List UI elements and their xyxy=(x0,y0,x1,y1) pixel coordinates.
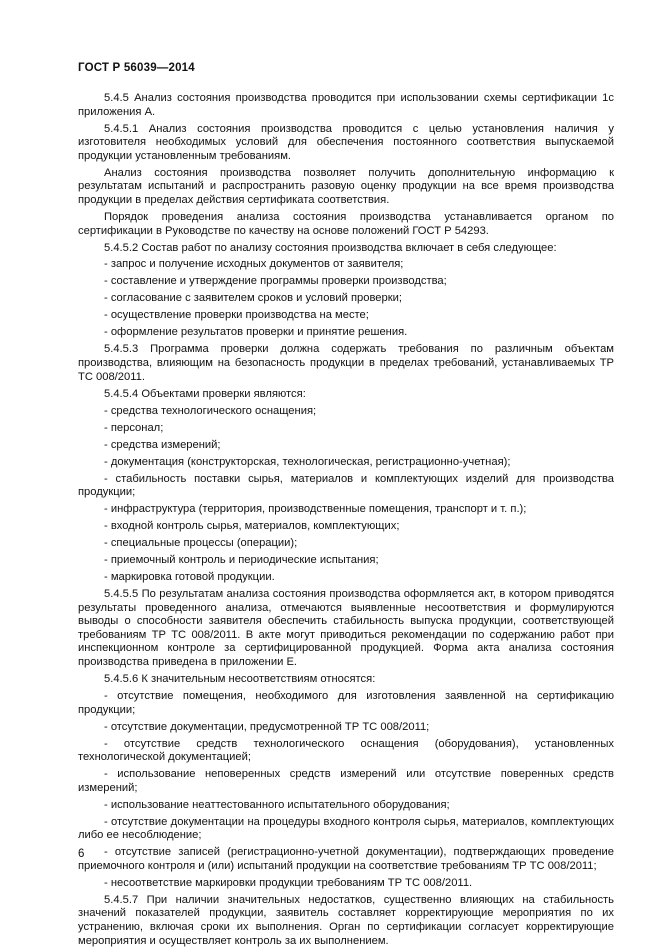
document-header: ГОСТ Р 56039—2014 xyxy=(78,62,195,74)
list-item: - использование неаттестованного испытательного оборудования; xyxy=(104,798,450,811)
list-item: - согласование с заявителем сроков и условий проверки; xyxy=(104,292,402,305)
list-item: - маркировка готовой продукции. xyxy=(104,571,275,584)
list-item: - оформление результатов проверки и принятие решения. xyxy=(104,326,408,339)
list-item: - отсутствие записей (регистрационно-учетной документации), подтверждающих проведение приемочного контроля и (или) испытаний продукции на соответствие требованиям ТР ТС 008/2011; xyxy=(78,846,614,872)
list-item: - средства технологического оснащения; xyxy=(104,404,317,417)
list-item: - инфраструктура (территория, производственные помещения, транспорт и т. п.); xyxy=(104,503,527,516)
paragraph: 5.4.5.2 Состав работ по анализу состояния производства включает в себя следующее: xyxy=(104,241,557,254)
paragraph: 5.4.5.7 При наличии значительных недостатков, существенно влияющих на стабильность значений показателей продукции, заявитель составляет корректирующие мероприятия по их устранению, включая сроки их выполнения. Орган по сертификации согласует корректирующие мероприятия и осуществляет контроль за их выполнением. xyxy=(78,893,614,947)
list-item: - использование неповеренных средств измерений или отсутствие поверенных средств измерений; xyxy=(78,768,614,794)
list-item: - запрос и получение исходных документов от заявителя; xyxy=(104,258,404,271)
list-item: - приемочный контроль и периодические испытания; xyxy=(104,554,379,567)
list-item: - отсутствие средств технологического оснащения (оборудования), установленных технологической документацией; xyxy=(78,737,614,764)
paragraph: 5.4.5.6 К значительным несоответствиям относятся: xyxy=(104,672,376,685)
paragraph: 5.4.5 Анализ состояния производства проводится при использовании схемы сертификации 1с приложения А. xyxy=(78,92,614,118)
paragraph: 5.4.5.5 По результатам анализа состояния производства оформляется акт, в котором приводятся результаты проведенного анализа, отмечаются выявленные несоответствия и формулируются выводы о способности заявителя обеспечить стабильность выпуска продукции, соответствующей требованиям ТР ТС 008/2011. В акте могут приводиться рекомендации по содержанию работ при инспекционном контроле за сертифицированной продукцией. Форма акта анализа состояния производства приведена в приложении Е. xyxy=(78,588,614,668)
paragraph: 5.4.5.3 Программа проверки должна содержать требования по различным объектам производства, влияющим на безопасность продукции в пределах требований, устанавливаемых ТР ТС 008/2011. xyxy=(78,343,614,383)
list-item: - несоответствие маркировки продукции требованиям ТР ТС 008/2011. xyxy=(104,876,473,889)
list-item: - стабильность поставки сырья, материалов и комплектующих изделий для производства продукции; xyxy=(78,472,614,499)
page-number: 6 xyxy=(78,848,85,860)
paragraph: 5.4.5.1 Анализ состояния производства проводится с целью установления наличия у изготовителя необходимых условий для обеспечения постоянного соответствия выпускаемой продукции установленным требованиям. xyxy=(78,122,614,162)
list-item: - персонал; xyxy=(104,421,164,434)
list-item: - отсутствие документации, предусмотренной ТР ТС 008/2011; xyxy=(104,720,430,733)
list-item: - средства измерений; xyxy=(104,438,221,451)
list-item: - отсутствие помещения, необходимого для изготовления заявленной на сертификацию продукции; xyxy=(78,689,614,716)
paragraph: 5.4.5.4 Объектами проверки являются: xyxy=(104,387,306,400)
list-item: - документация (конструкторская, технологическая, регистрационно-учетная); xyxy=(104,455,511,468)
list-item: - специальные процессы (операции); xyxy=(104,537,298,550)
paragraph: Анализ состояния производства позволяет получить дополнительную информацию к результатам испытаний и распространить разовую оценку продукции на все время производства продукции в пределах действия сертификата соответствия. xyxy=(78,166,614,206)
document-body xyxy=(78,92,614,952)
list-item: - осуществление проверки производства на месте; xyxy=(104,309,369,322)
list-item: - составление и утверждение программы проверки производства; xyxy=(104,275,447,288)
list-item: - отсутствие документации на процедуры входного контроля сырья, материалов, комплектующих либо ее несоблюдение; xyxy=(78,815,614,842)
list-item: - входной контроль сырья, материалов, комплектующих; xyxy=(104,520,400,533)
paragraph: Порядок проведения анализа состояния производства устанавливается органом по сертификации в Руководстве по качеству на основе положений ГОСТ Р 54293. xyxy=(78,210,614,237)
